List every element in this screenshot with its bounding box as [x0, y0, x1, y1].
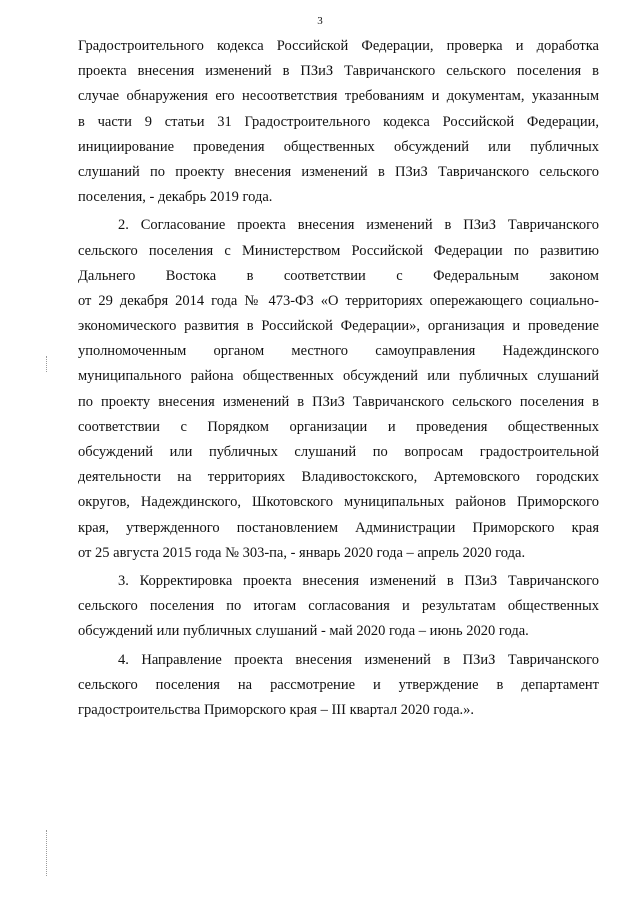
- text-line: соответствии с Порядком организации и проведения общественных: [78, 418, 599, 435]
- text-line: сельского поселения с Министерством Российской Федерации по развитию: [78, 242, 599, 259]
- text-line: сельского поселения на рассмотрение и утверждение в департамент: [78, 676, 599, 693]
- text-line: градостроительства Приморского края – III квартал 2020 года.».: [78, 701, 475, 718]
- text-line: экономического развития в Российской Федерации», организация и проведение: [78, 318, 599, 335]
- text-line: инициирование проведения общественных обсуждений или публичных: [78, 138, 599, 155]
- text-line: 4. Направление проекта внесения изменений в ПЗиЗ Тавричанского: [118, 651, 599, 668]
- text-line: по проекту внесения изменений в ПЗиЗ Тавричанского сельского поселения в: [78, 393, 599, 410]
- text-line: деятельности на территориях Владивостокского, Артемовского городских: [78, 469, 599, 486]
- text-line: в части 9 статьи 31 Градостроительного кодекса Российской Федерации,: [78, 113, 599, 130]
- text-line: обсуждений или публичных слушаний - май 2020 года – июнь 2020 года.: [78, 623, 529, 640]
- document-body: [78, 34, 599, 723]
- scan-artifact-lower: [46, 830, 48, 876]
- text-line: от 29 декабря 2014 года № 473-ФЗ «О территориях опережающего социально-: [78, 292, 599, 309]
- text-line: обсуждений или публичных слушаний по вопросам градостроительной: [78, 444, 599, 460]
- paragraph-item-2: [78, 213, 599, 566]
- scan-artifact-upper: [46, 356, 48, 372]
- paragraph-1-continuation: [78, 34, 599, 210]
- text-line: случае обнаружения его несоответствия требованиям и документам, указанным: [78, 88, 599, 105]
- text-line: слушаний по проекту внесения изменений в ПЗиЗ Тавричанского сельского: [78, 163, 599, 180]
- text-line: сельского поселения по итогам согласования и результатам общественных: [78, 598, 599, 615]
- text-line: края, утвержденного постановлением Администрации Приморского края: [78, 519, 599, 536]
- text-line: Дальнего Востока в соответствии с Федеральным законом: [78, 267, 599, 284]
- text-line: муниципального района общественных обсуждений или публичных слушаний: [78, 368, 599, 385]
- text-line: округов, Надеждинского, Шкотовского муниципальных районов Приморского: [78, 494, 599, 511]
- text-line: поселения, - декабрь 2019 года.: [78, 189, 273, 206]
- text-line: проекта внесения изменений в ПЗиЗ Тавричанского сельского поселения в: [78, 63, 599, 80]
- text-line: от 25 августа 2015 года № 303-па, - январь 2020 года – апрель 2020 года.: [78, 544, 526, 561]
- text-line: 3. Корректировка проекта внесения изменений в ПЗиЗ Тавричанского: [118, 572, 599, 589]
- text-line: Градостроительного кодекса Российской Федерации, проверка и доработка: [78, 38, 599, 54]
- text-line: уполномоченным органом местного самоуправления Надеждинского: [78, 343, 599, 360]
- paragraph-item-4: [78, 648, 599, 724]
- paragraph-item-3: [78, 569, 599, 645]
- text-line: 2. Согласование проекта внесения изменений в ПЗиЗ Тавричанского: [118, 217, 599, 234]
- page-number: 3: [317, 15, 323, 27]
